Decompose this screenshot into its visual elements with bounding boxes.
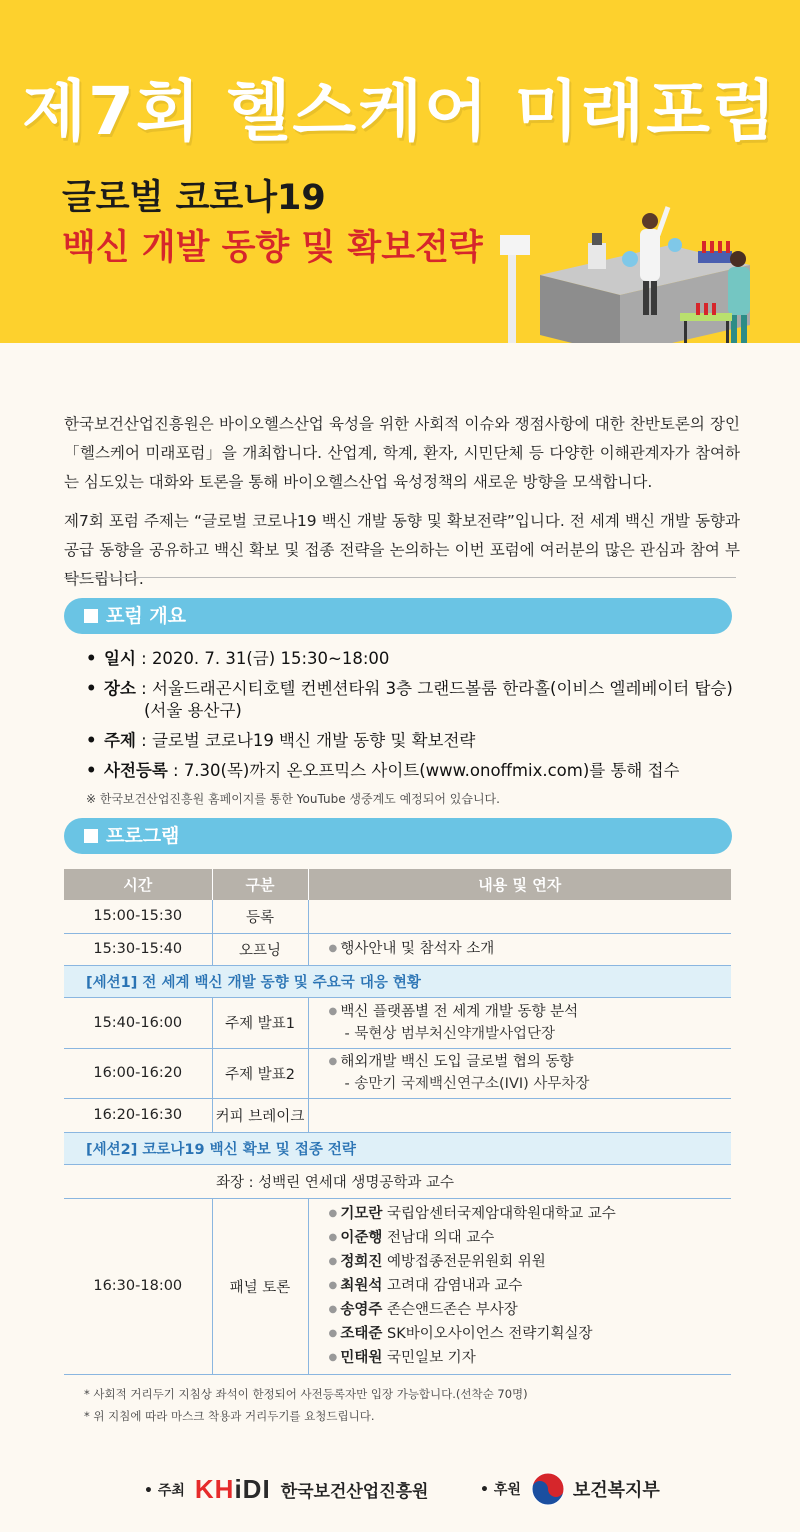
panelist: ● 조태준 SK바이오사이언스 전략기획실장 [329, 1322, 732, 1346]
header-banner [0, 0, 800, 343]
section-program-header: 프로그램 [64, 818, 732, 854]
overview-topic: • 주제 : 글로벌 코로나19 백신 개발 동향 및 확보전략 [86, 730, 746, 752]
footer [0, 1460, 800, 1520]
host-name: 한국보건산업진흥원 [280, 1482, 429, 1502]
panelist: ● 송영주 존슨앤드존슨 부사장 [329, 1298, 732, 1322]
intro-text [64, 410, 740, 604]
footnote-1: * 사회적 거리두기 지침상 좌석이 한정되어 사전등록자만 입장 가능합니다.(선착순 70명) [84, 1387, 528, 1401]
table-row: 15:40-16:00 주제 발표1 ● 백신 플랫폼별 전 세계 개발 동향 분석 - 묵현상 범부처신약개발사업단장 [64, 997, 731, 1048]
table-row: 15:30-15:40 오프닝 ● 행사안내 및 참석자 소개 [64, 933, 731, 965]
sponsor-label: • 후원 [480, 1482, 521, 1498]
col-content: 내용 및 연자 [308, 869, 731, 900]
khidi-logo: KHiDI [194, 1474, 271, 1504]
col-time: 시간 [64, 869, 212, 900]
intro-paragraph-2: 제7회 포럼 주제는 “글로벌 코로나19 백신 개발 동향 및 확보전략”입니다. 전 세계 백신 개발 동향과 공급 동향을 공유하고 백신 확보 및 접종 전략을 논의하는 이번 포럼에 여러분의 많은 관심과 참여 부탁드립니다. [64, 512, 740, 588]
footnote-2: * 위 지침에 따라 마스크 착용과 거리두기를 요청드립니다. [84, 1409, 375, 1423]
lab-illustration [500, 185, 790, 343]
intro-paragraph-1: 한국보건산업진흥원은 바이오헬스산업 육성을 위한 사회적 이슈와 쟁점사항에 대한 찬반토론의 장인 「헬스케어 미래포럼」을 개최합니다. 산업계, 학계, 환자, 시민단체 등 다양한 이해관계자가 참여하는 심도있는 대화와 토론을 통해 바이오헬스산업 육성정책의 새로운 방향을 모색합니다. [64, 415, 740, 491]
taegeuk-emblem-icon [531, 1472, 565, 1506]
overview-list [86, 648, 746, 807]
sponsor-block [480, 1472, 660, 1506]
table-row: 15:00-15:30 등록 [64, 900, 731, 933]
chair-row: 좌장 : 성백린 연세대 생명공학과 교수 [64, 1164, 731, 1198]
square-bullet-icon [84, 609, 98, 623]
overview-place: • 장소 : 서울드래곤시티호텔 컨벤션타워 3층 그랜드볼룸 한라홀(이비스 엘레베이터 탑승) (서울 용산구) [86, 678, 746, 722]
footnotes [84, 1383, 528, 1427]
session-row: [세션2] 코로나19 백신 확보 및 접종 전략 [64, 1132, 731, 1164]
subtitle-line2: 백신 개발 동향 및 확보전략 [62, 228, 483, 268]
session-row: [세션1] 전 세계 백신 개발 동향 및 주요국 대응 현황 [64, 965, 731, 997]
host-label: • 주최 [144, 1482, 185, 1499]
panelist: ● 정희진 예방접종전문위원회 위원 [329, 1250, 732, 1274]
overview-registration: • 사전등록 : 7.30(목)까지 온오프믹스 사이트(www.onoffmix.com)를 통해 접수 [86, 760, 746, 782]
divider [64, 577, 736, 578]
sponsor-name: 보건복지부 [572, 1480, 660, 1501]
panelist: ● 기모란 국립암센터국제암대학원대학교 교수 [329, 1202, 732, 1226]
panelist: ● 이준행 전남대 의대 교수 [329, 1226, 732, 1250]
host-block [144, 1474, 428, 1505]
panelist: ● 민태원 국민일보 기자 [329, 1346, 732, 1370]
square-bullet-icon [84, 829, 98, 843]
section-overview-header: 포럼 개요 [64, 598, 732, 634]
program-table [64, 869, 731, 1375]
table-header-row [64, 869, 731, 900]
subtitle-line1: 글로벌 코로나19 [62, 178, 326, 218]
table-row: 16:20-16:30 커피 브레이크 [64, 1098, 731, 1132]
page-title: 제7회 헬스케어 미래포럼 [22, 73, 778, 150]
table-row: 16:30-18:00 패널 토론 ● 기모란 국립암센터국제암대학원대학교 교수 ● 이준행 전남대 의대 교수 ● 정희진 예방접종전문위원회 위원 ● 최원석 고려대 감염내과 교수 ● 송영주 존슨앤드존슨 부사장 ● 조태준 SK바이오사이언스 전략기획실장 ● 민태원 국민일보 기자 [64, 1198, 731, 1374]
panelist: ● 최원석 고려대 감염내과 교수 [329, 1274, 732, 1298]
col-type: 구분 [212, 869, 308, 900]
overview-note: ※ 한국보건산업진흥원 홈페이지를 통한 YouTube 생중계도 예정되어 있습니다. [86, 792, 500, 806]
table-row: 16:00-16:20 주제 발표2 ● 해외개발 백신 도입 글로벌 협의 동향 - 송만기 국제백신연구소(IVI) 사무차장 [64, 1048, 731, 1098]
overview-date: • 일시 : 2020. 7. 31(금) 15:30~18:00 [86, 648, 746, 670]
